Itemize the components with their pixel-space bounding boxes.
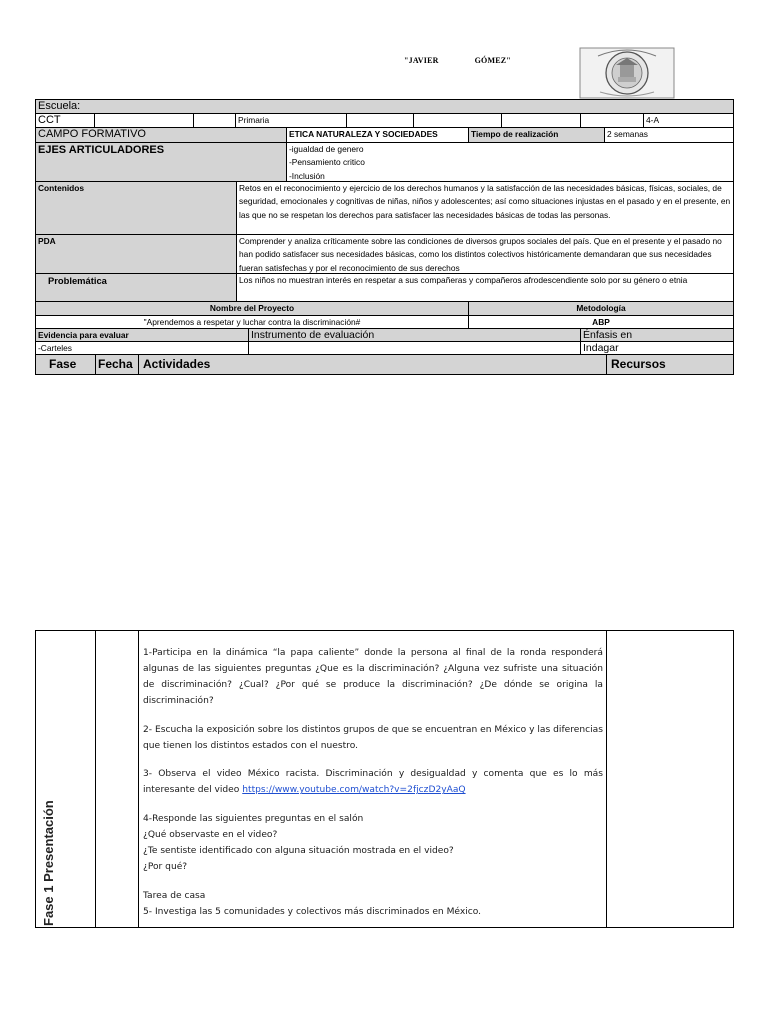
evidencia-label: Evidencia para evaluar <box>35 328 249 342</box>
activity-4-question: ¿Qué observaste en el video? <box>143 830 278 841</box>
blank-cell <box>346 113 414 128</box>
school-name-part-1: "JAVIER <box>404 56 439 65</box>
homework-label: Tarea de casa <box>143 890 206 901</box>
video-link[interactable]: https://www.youtube.com/watch?v=2fjczD2yAaQ <box>242 785 466 796</box>
activity-4-question: ¿Por qué? <box>143 861 188 872</box>
instrumento-label: Instrumento de evaluación <box>248 328 581 342</box>
actividades-header: Actividades <box>138 354 607 375</box>
tiempo-label: Tiempo de realización <box>468 127 605 143</box>
recursos-header: Recursos <box>606 354 734 375</box>
evidencia-value: -Carteles <box>35 341 249 355</box>
activities-list <box>143 646 603 921</box>
activity-3 <box>143 767 603 799</box>
blank-cell <box>501 113 581 128</box>
metodologia-value: ABP <box>468 315 734 329</box>
fase-header-text: Fase <box>49 357 77 371</box>
school-name <box>404 56 511 65</box>
contenidos-value: Retos en el reconocimiento y ejercicio de los derechos humanos y la satisfacción de las necesidades básicas, físicas, sociales, de seguridad, emocionales y cognitivas de niñas, niños y adolescentes; así como situaciones injustas en el pasado y en el presente, en las que no se respetan los derechos para satisfacer las necesidades básicas de todas las personas. <box>236 181 734 235</box>
contenidos-label: Contenidos <box>35 181 237 235</box>
eje-item: -igualdad de genero <box>289 144 364 154</box>
pda-label: PDA <box>35 234 237 274</box>
escuela-label <box>35 99 734 114</box>
cct-value <box>94 113 194 128</box>
problematica-value: Los niños no muestran interés en respetar a sus compañeras y compañeros afrodescendiente solo por su género o etnia <box>236 273 734 302</box>
problematica-label <box>35 273 237 302</box>
blank-cell <box>413 113 502 128</box>
resources-cell <box>606 630 734 928</box>
campo-formativo-label: CAMPO FORMATIVO <box>35 127 287 143</box>
school-name-part-2: GÓMEZ" <box>474 56 511 65</box>
nivel-value: Primaria <box>235 113 347 128</box>
activity-4-question: ¿Te sentiste identificado con alguna situación mostrada en el video? <box>143 846 454 857</box>
metodologia-label: Metodología <box>468 301 734 316</box>
enfasis-label: Énfasis en <box>580 328 734 342</box>
activity-1: 1-Participa en la dinámica “la papa caliente” donde la persona al final de la ronda responderá algunas de las siguientes preguntas ¿Que es la discriminación? ¿Alguna vez sufriste una situación de discriminación? ¿Cual? ¿Por qué se produce la discriminación? ¿De dónde se origina la discriminación? <box>143 648 603 706</box>
cct-blank <box>193 113 236 128</box>
ejes-list <box>286 142 734 182</box>
escuela-label-text: Escuela: <box>38 100 81 112</box>
enfasis-value: Indagar <box>580 341 734 355</box>
problematica-label-text: Problemática <box>48 275 107 286</box>
ejes-label: EJES ARTICULADORES <box>35 142 287 182</box>
pda-value: Comprender y analiza críticamente sobre las condiciones de diversos grupos sociales del país. Que en el presente y el pasado no han podido satisfacer sus necesidades básicas, como los distintos colectivos históricamente demandaran que sus necesidades fueran satisfechas y por el reconocimiento de sus derechos <box>236 234 734 274</box>
activity-2: 2- Escucha la exposición sobre los distintos grupos de que se encuentran en México y las diferencias que tienen los distintos estados con el nuestro. <box>143 724 603 751</box>
school-seal-logo <box>578 46 676 100</box>
grupo-value: 4-A <box>643 113 734 128</box>
activity-5: 5- Investiga las 5 comunidades y colectivos más discriminados en México. <box>143 906 482 917</box>
date-cell <box>95 630 139 928</box>
nombre-proyecto-value: "Aprendemos a respetar y luchar contra la discriminación# <box>35 315 469 329</box>
cct-label: CCT <box>35 113 95 128</box>
instrumento-value <box>248 341 581 355</box>
campo-formativo-value: ETICA NATURALEZA Y SOCIEDADES <box>286 127 469 143</box>
activity-4-title: 4-Responde las siguientes preguntas en el salón <box>143 814 364 825</box>
tiempo-value: 2 semanas <box>604 127 734 143</box>
phase-label: Fase 1 Presentación <box>41 800 56 926</box>
blank-cell <box>580 113 644 128</box>
nombre-proyecto-label: Nombre del Proyecto <box>35 301 469 316</box>
eje-item: -Inclusión <box>289 170 325 181</box>
activity-3-text: 3- Observa el video México racista. Discriminación y desigualdad y comenta que es lo más interesante del video <box>143 769 603 796</box>
fase-header <box>35 354 96 375</box>
fecha-header: Fecha <box>95 354 139 375</box>
eje-item: -Pensamiento critico <box>289 157 365 168</box>
